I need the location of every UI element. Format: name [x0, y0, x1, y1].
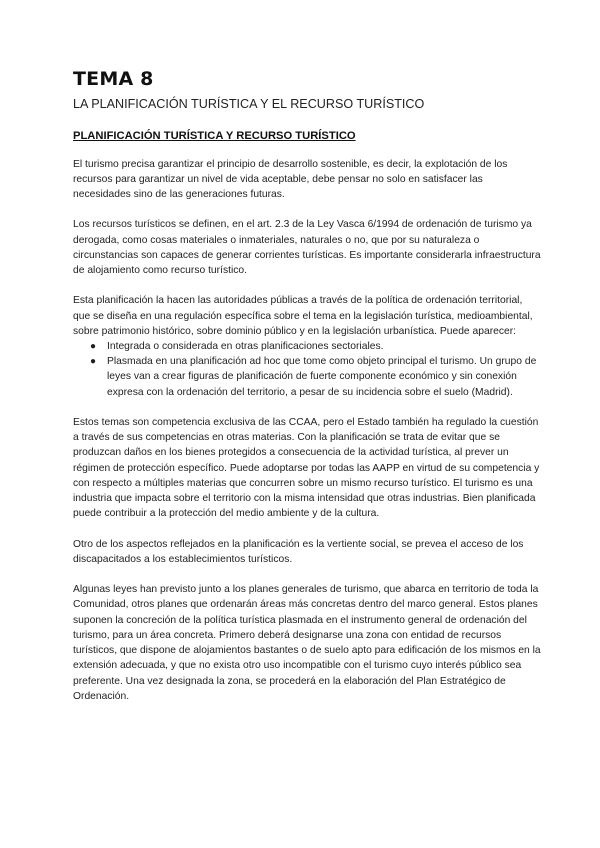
page-subtitle: LA PLANIFICACIÓN TURÍSTICA Y EL RECURSO TURÍSTICO: [73, 96, 425, 111]
page-title: TEMA 8: [73, 68, 154, 90]
paragraph-competences: Estos temas son competencia exclusiva de las CCAA, pero el Estado también ha regulado la cuestión a través de sus competencias en otras materias. Con la planificación se trata de evitar que se produzcan daños en los bienes protegidos a consecuencia de la actividad turística, al prever un régimen de protección específico. Puede adoptarse por todas las AAPP en virtud de su competencia y con respecto a múltiples materias que concurren sobre un mismo recurso turístico. El turismo es una industria que impacta sobre el territorio con la misma intensidad que otras industrias. Bien planificada puede contribuir a la protección del medio ambiente y de la cultura.: [73, 417, 540, 520]
section-heading: PLANIFICACIÓN TURÍSTICA Y RECURSO TURÍSTICO: [73, 130, 356, 143]
bullet-list: [73, 339, 542, 400]
list-item: [90, 354, 542, 400]
paragraph-planning-authorities: Esta planificación la hacen las autoridades públicas a través de la política de ordenación territorial, que se diseña en una regulación específica sobre el tema en la legislación turística, medioambiental, sobre patrimonio histórico, sobre dominio público y en la legislación urbanística. Puede aparecer:: [73, 295, 533, 337]
bullet-icon: ●: [90, 341, 97, 353]
paragraph-sustainable-development: El turismo precisa garantizar el principio de desarrollo sostenible, es decir, la explotación de los recursos para garantizar un nivel de vida aceptable, debe pensar no solo en satisfacer las necesidades sino de las generaciones futuras.: [73, 158, 508, 201]
bullet-icon: ●: [90, 356, 97, 368]
list-item: [90, 339, 542, 354]
list-item-text: Integrada o considerada en otras planificaciones sectoriales.: [107, 341, 384, 353]
paragraph-social-aspect: Otro de los aspectos reflejados en la planificación es la vertiente social, se prevea el acceso de los discapacitados a los establecimientos turísticos.: [73, 538, 524, 565]
list-item-text: Plasmada en una planificación ad hoc que tome como objeto principal el turismo. Un grupo de leyes van a crear figuras de planificación de fuerte componente económico y sin conexión expresa con la ordenación del territorio, a pesar de su incidencia sobre el suelo (Madrid).: [107, 356, 537, 398]
paragraph-general-plans: Algunas leyes han previsto junto a los planes generales de turismo, que abarca en territorio de toda la Comunidad, otros planes que ordenarán áreas más concretas dentro del marco general. Estos planes suponen la concreción de la política turística plasmada en el instrumento general de ordenación del turismo, para un área concreta. Primero deberá designarse una zona con entidad de recursos turísticos, que dispone de alojamientos bastantes o de suelo apto para edificación de los mismos en la extensión adecuada, y que no exista otro uso incompatible con el turismo cuyo interés público sea preferente. Una vez designada la zona, se procederá en la elaboración del Plan Estratégico de Ordenación.: [73, 584, 541, 702]
paragraph-tourist-resources: Los recursos turísticos se definen, en el art. 2.3 de la Ley Vasca 6/1994 de ordenación de turismo ya derogada, como cosas materiales o inmateriales, naturales o no, que por su naturaleza o circunstancias son capaces de generar corrientes turísticas. Es importante considerarla infraestructura de alojamiento como recurso turístico.: [73, 219, 541, 277]
